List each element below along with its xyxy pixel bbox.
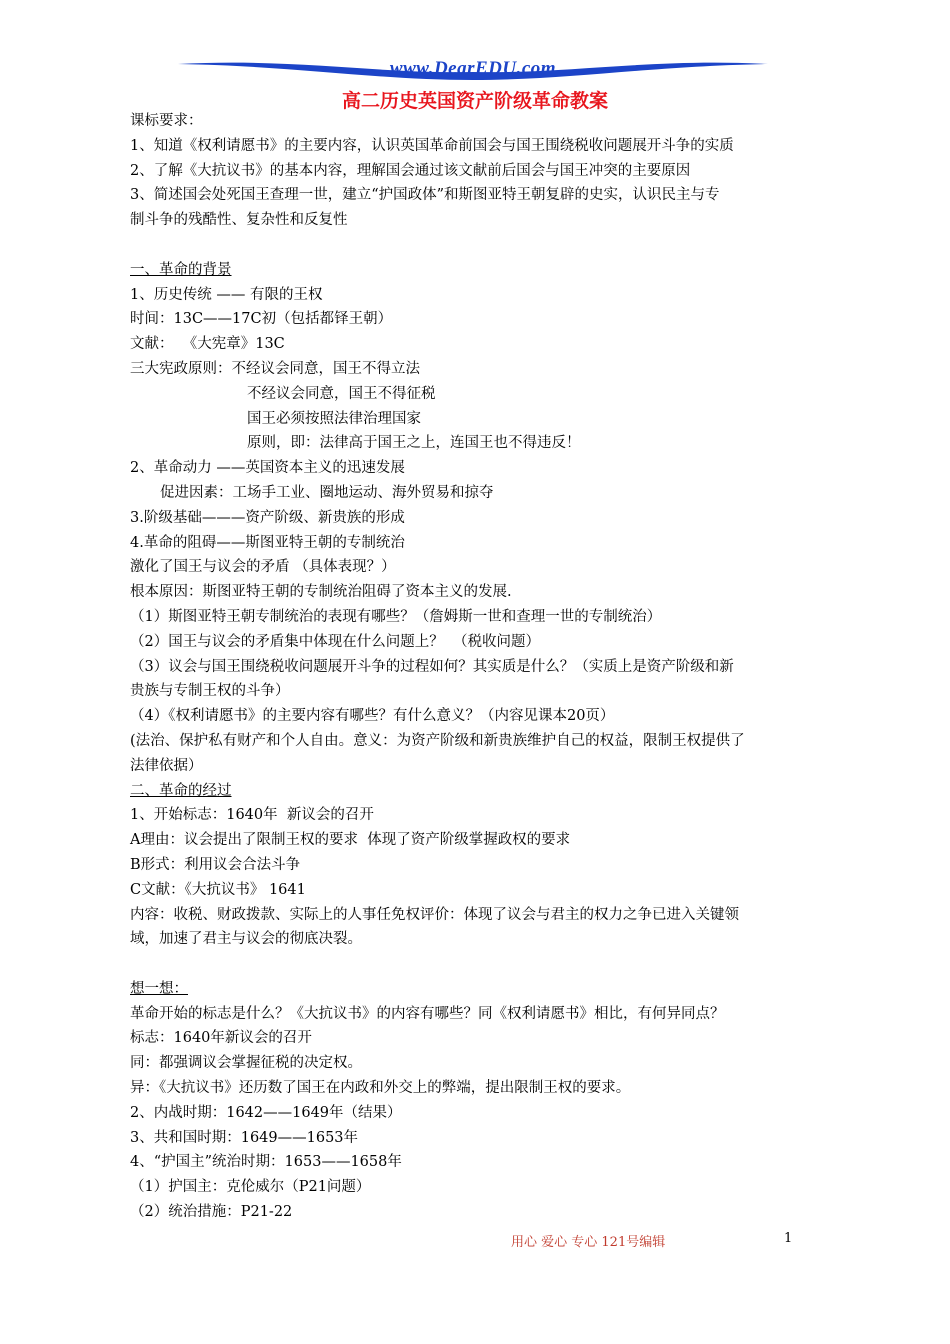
section-heading: 想一想： (130, 980, 188, 997)
text-line: 内容：收税、财政拨款、实际上的人事任免权评价：体现了议会与君主的权力之争已进入关键领 (130, 906, 739, 923)
text-line: 2、革命动力 ——英国资本主义的迅速发展 (130, 460, 405, 477)
text-line: 贵族与专制王权的斗争） (130, 683, 290, 700)
text-line: 革命开始的标志是什么？《大抗议书》的内容有哪些？同《权利请愿书》相比，有何异同点？ (130, 1005, 725, 1022)
text-line: (法治、保护私有财产和个人自由。意义：为资产阶级和新贵族维护自己的权益，限制王权提供了 (130, 732, 745, 749)
text-line: 标志：1640年新议会的召开 (130, 1030, 312, 1047)
text-line: （2）国王与议会的矛盾集中体现在什么问题上？ （税收问题） (130, 633, 540, 650)
text-line: 文献： 《大宪章》13C (130, 336, 285, 353)
text-line: 1、知道《权利请愿书》的主要内容，认识英国革命前国会与国王围绕税收问题展开斗争的实质 (130, 137, 734, 154)
text-line: 激化了国王与议会的矛盾 （具体表现？） (130, 559, 396, 576)
text-line: 课标要求： (130, 113, 203, 129)
text-line: 时间：13C——17C初（包括都铎王朝） (130, 311, 393, 328)
page-number: 1 (784, 1231, 793, 1246)
site-url: www.DearEDU.com (389, 58, 557, 79)
text-line: 3、共和国时期：1649——1653年 (130, 1129, 359, 1146)
footer-text: 用心 爱心 专心 121号编辑 (511, 1235, 666, 1250)
text-line: （3）议会与国王围绕税收问题展开斗争的过程如何？其实质是什么？（实质上是资产阶级和新 (130, 658, 734, 675)
text-line: 同：都强调议会掌握征税的决定权。 (130, 1055, 362, 1072)
text-line: （1）斯图亚特王朝专制统治的表现有哪些？（詹姆斯一世和查理一世的专制统治） (130, 608, 662, 625)
text-line: 2、内战时期：1642——1649年（结果） (130, 1104, 402, 1121)
text-line: C文献：《大抗议书》 1641 (130, 881, 306, 898)
document-title: 高二历史英国资产阶级革命教案 (341, 90, 608, 112)
text-line: 4.革命的阻碍——斯图亚特王朝的专制统治 (130, 534, 405, 551)
site-banner (176, 56, 770, 90)
text-line: 异：《大抗议书》还历数了国王在内政和外交上的弊端，提出限制王权的要求。 (130, 1080, 631, 1097)
text-line: 国王必须按照法律治理国家 (247, 410, 421, 427)
text-line: 三大宪政原则：不经议会同意，国王不得立法 (130, 360, 420, 377)
section-heading: 二、革命的经过 (130, 782, 232, 799)
section-heading: 一、革命的背景 (130, 261, 232, 278)
text-line: 原则，即：法律高于国王之上，连国王也不得违反！ (247, 435, 581, 452)
text-line: 制斗争的残酷性、复杂性和反复性 (130, 212, 348, 229)
text-line: 1、开始标志：1640年 新议会的召开 (130, 807, 374, 824)
text-line: A理由：议会提出了限制王权的要求 体现了资产阶级掌握政权的要求 (130, 832, 571, 849)
text-line: 3.阶级基础———资产阶级、新贵族的形成 (130, 509, 405, 526)
text-line: 不经议会同意，国王不得征税 (247, 385, 436, 402)
text-line: 促进因素：工场手工业、圈地运动、海外贸易和掠夺 (160, 484, 494, 501)
text-line: B形式：利用议会合法斗争 (130, 856, 301, 873)
text-line: （1）护国主：克伦威尔（P21问题） (130, 1179, 371, 1196)
text-line: 域，加速了君主与议会的彻底决裂。 (130, 931, 362, 948)
text-line: 法律依据） (130, 757, 203, 774)
text-line: （4）《权利请愿书》的主要内容有哪些？有什么意义？（内容见课本20页） (130, 708, 615, 725)
text-line: （2）统治措施：P21-22 (130, 1204, 293, 1221)
document-body (130, 109, 824, 1225)
text-line: 根本原因：斯图亚特王朝的专制统治阻碍了资本主义的发展. (130, 584, 512, 601)
text-line: 2、了解《大抗议书》的基本内容，理解国会通过该文献前后国会与国王冲突的主要原因 (130, 162, 691, 179)
text-line: 3、简述国会处死国王查理一世，建立“护国政体”和斯图亚特王朝复辟的史实，认识民主与专 (130, 187, 720, 204)
text-line (130, 233, 824, 258)
text-line: 4、“护国主”统治时期：1653——1658年 (130, 1154, 402, 1171)
text-line (130, 952, 824, 977)
text-line: 1、历史传统 —— 有限的王权 (130, 286, 323, 303)
